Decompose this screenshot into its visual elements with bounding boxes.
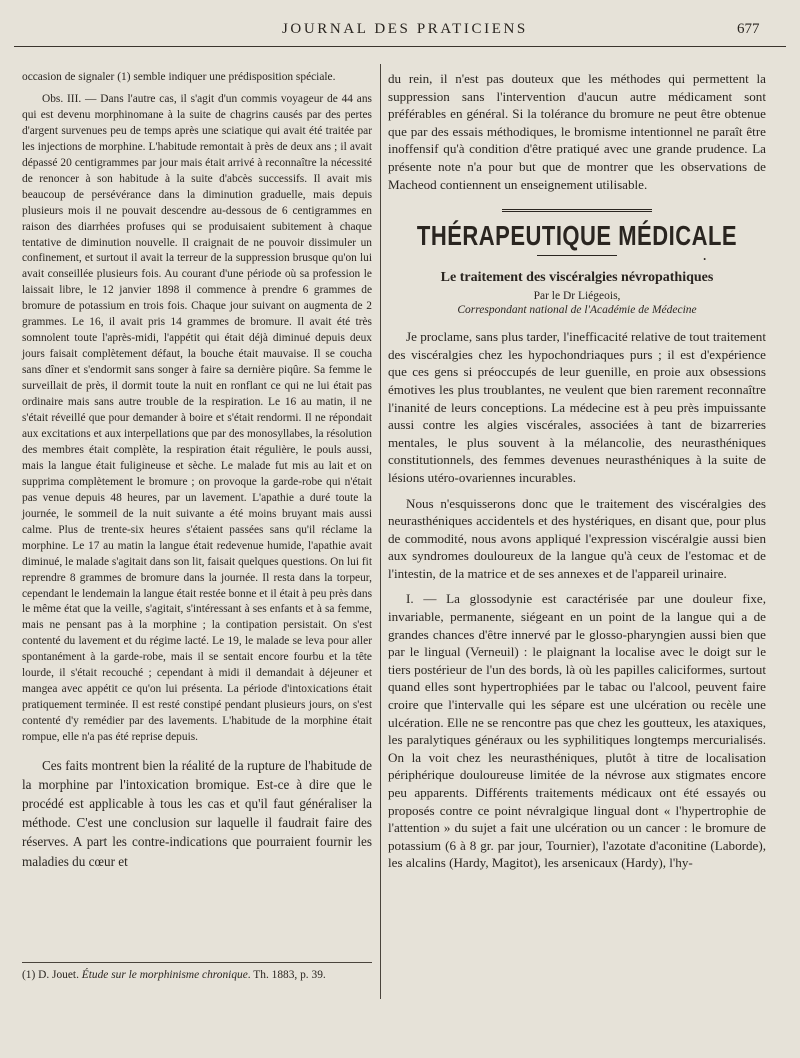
header-rule (14, 46, 786, 47)
running-title: JOURNAL DES PRATICIENS (282, 21, 528, 37)
article-paragraph-1: Je proclame, sans plus tarder, l'inefficacité relative de tout traitement des viscéralgies chez les hypochondriaques purs ; il est d'expérience que ces gens si préoccupés de leur guenille, en proie aux obsessions émotives les plus troublantes, ne veulent que bien rarement reconnaître l'inanité de leurs conceptions. La médecine est à peu près impuissante aussi contre les algies viscérales, associées à tant de bizarreries mentales, le plus souvent à la mélancolie, des neurasthéniques constitutionnels, des femmes devenues neurasthéniques à la suite de lésions utéro-ovariennes incurables. (388, 329, 766, 485)
section-bullet: • (703, 255, 706, 265)
left-column (22, 70, 372, 877)
observation-paragraph: Obs. III. — Dans l'autre cas, il s'agit d'un commis voyageur de 44 ans qui est devenu morphinomane à la suite de chagrins causés par des pertes d'argent survenues peu de temps après une sciatique qui avait été traitée par les injections de morphine. L'habitude remontait à près de deux ans ; il avait dépassé 20 centigrammes par jour mais était arrivé à reconnaître la nécessité de renoncer à son habitude à la suite d'abcès successifs. Il avait mis beaucoup de persévérance dans la diminution graduelle, mais depuis plusieurs mois il ne pouvait descendre au-dessous de 6 centigrammes en raison des diarrhées profuses qui se produisaient subitement à chaque tentative de diminution nouvelle. Il craignait de ne pouvoir dissimuler un confinement, et surtout il avait la terreur de la suppression brusque qu'on lui avait conseillée plusieurs fois. Au courant d'une période où sa profession le laissait libre, le 12 janvier 1898 il commence à prendre 6 grammes de bromure de potassium en trois fois. Chaque jour suivant on augmenta de 2 grammes. Le 16, il avait pris 14 grammes de bromure. Il avait été très somnolent toute l'après-midi, l'appétit qui était déjà diminué depuis deux jours faisait complètement défaut, la bouche était mauvaise. Il se coucha sans dîner et s'endormit sans songer à faire sa dernière piqûre. Sa femme le surveillait de près, il dormit toute la nuit en ronflant ce qui ne lui était pas ordinaire mais sans autre trouble de la respiration. Le 16 au matin, il ne s'était réveillé que pour demander à boire et s'était rendormi. Il ne répondait aux excitations et aux interpellations que par des monosyllabes, la résolution des membres était complète, la respiration était régulière, le pouls aussi, mais la langue était fuligineuse et sèche. Le malade fut mis au lait et on supprima complètement le bromure ; on provoque la garde-robe qui n'était pas venue depuis 48 heures, par un lavement. L'apathie a duré toute la journée, le sommeil de la nuit suivante a été moins bruyant mais aussi calme. Plus de trente-six heures s'étaient passées sans qu'il réclame la morphine. Le 17 au matin la langue était redevenue humide, l'apathie avait diminué, le malade s'agitait dans son lit, faisait quelques questions. On lui fit reprendre 8 grammes de bromure dans la journée. Il resta dans la torpeur, cependant le lendemain la langue était restée bonne et il était à peu près dans le même état que la veille, s'agitait, s'intéressant à ses enfants et à sa femme, mais ne pensant pas à la morphine ; la contipation persistait. On s'est contenté du lavement et du régime lacté. Le 19, le malade se leva pour aller spontanément à la garde-robe, mais il se sentait encore fourbu et la tête lourde, il s'était recouché ; cependant à midi il demandait à déjeuner et mangea avec appétit ce qu'on lui présenta. La période d'intoxications était pratiquement terminée. Il est resté constipé pendant plusieurs jours, on s'est contenté d'y remédier par des lavements. L'habitude de la morphine était rompue, elle n'a pas été reprise depuis. (22, 92, 372, 744)
section-title: THÉRAPEUTIQUE MÉDICALE (416, 219, 738, 252)
footnote (22, 968, 372, 983)
column-divider (380, 64, 381, 999)
footnote-title: Étude sur le morphinisme chronique (81, 969, 248, 981)
right-intro-paragraph: du rein, il n'est pas douteux que les méthodes qui permettent la suppression sans l'intervention d'aucun autre médicament sont préférables en général. Si la tolérance du bromure ne peut être obtenue que par des essais méthodiques, le bromisme intentionnel ne paraît être inoffensif qu'à condition d'être pratiqué avec une grande prudence. La présente note n'a pour but que de montrer que les observations de Macheod contiennent un enseignement utilisable. (388, 71, 766, 192)
article-title: Le traitement des viscéralgies névropathiques (440, 270, 714, 286)
conclusion-paragraph: Ces faits montrent bien la réalité de la rupture de l'habitude de la morphine par l'intoxication bromique. Est-ce à dire que le procédé est applicable à tous les cas et qu'il faut généraliser la méthode. C'est une conclusion sur laquelle il faudrait faire des réserves. A part les contre-indications que pourraient fournir les maladies du cœur et (22, 758, 372, 869)
footnote-suffix: . Th. 1883, p. 39. (247, 969, 326, 981)
running-head (0, 21, 800, 41)
byline: Par le Dr Liégeois, (533, 290, 621, 303)
section-rule (502, 209, 652, 215)
left-paragraph-1: occasion de signaler (1) semble indiquer une prédisposition spéciale. (22, 71, 336, 83)
footnote-prefix: (1) D. Jouet. (22, 969, 82, 981)
article-paragraph-2: Nous n'esquisserons donc que le traitement des viscéralgies des neurasthéniques accidentels et des hystériques, en disant que, pour plus de commodité, nous avons appliqué l'expression viscéralgie aussi bien aux syndromes douloureux de la langue qu'à ceux de l'estomac et de l'intestin, de la matrice et de ses annexes et de l'appareil urinaire. (388, 495, 766, 581)
affiliation: Correspondant national de l'Académie de Médecine (457, 304, 697, 317)
footnote-rule (22, 962, 372, 963)
page-number: 677 (737, 21, 760, 37)
article-paragraph-3: I. — La glossodynie est caractérisée par une douleur fixe, invariable, permanente, siégeant en un point de la langue qui a de grandes chances d'être innervé par le glosso-pharyngien aussi bien que par le lingual (Verneuil) : le plaignant la localise avec le doigt sur le tiers postérieur de l'un des bords, là où les papilles caliciformes, surtout quand elles sont hypertrophiées par le tabac ou l'alcool, peuvent faire croire que l'intervalle qui les sépare est une ulcération ou recèle une ulcération. Elle ne se rencontre pas que chez les goutteux, les ataxiques, les paralytiques généraux ou les syphilitiques longtemps mercurialisés. On la voit chez les neurasthéniques, plutôt à titre de localisation périphérique douloureuse limitée de la névrose aux stigmates encore peu apparents. Différents traitements médicaux ont été essayés ou proposés contre ce point névralgique lingual dont « l'hypertrophie de l'attention » du sujet a fait une ulcération ou un cancer : le bromure de potassium (6 à 8 gr. par jour, Tournier), l'azotate d'aconitine (Laborde), les alcalins (Hardy, Magitot), les arsenicaux (Hardy), l'hy- (388, 591, 766, 871)
section-header (388, 209, 766, 265)
section-short-rule (537, 255, 617, 256)
right-column (388, 70, 766, 880)
